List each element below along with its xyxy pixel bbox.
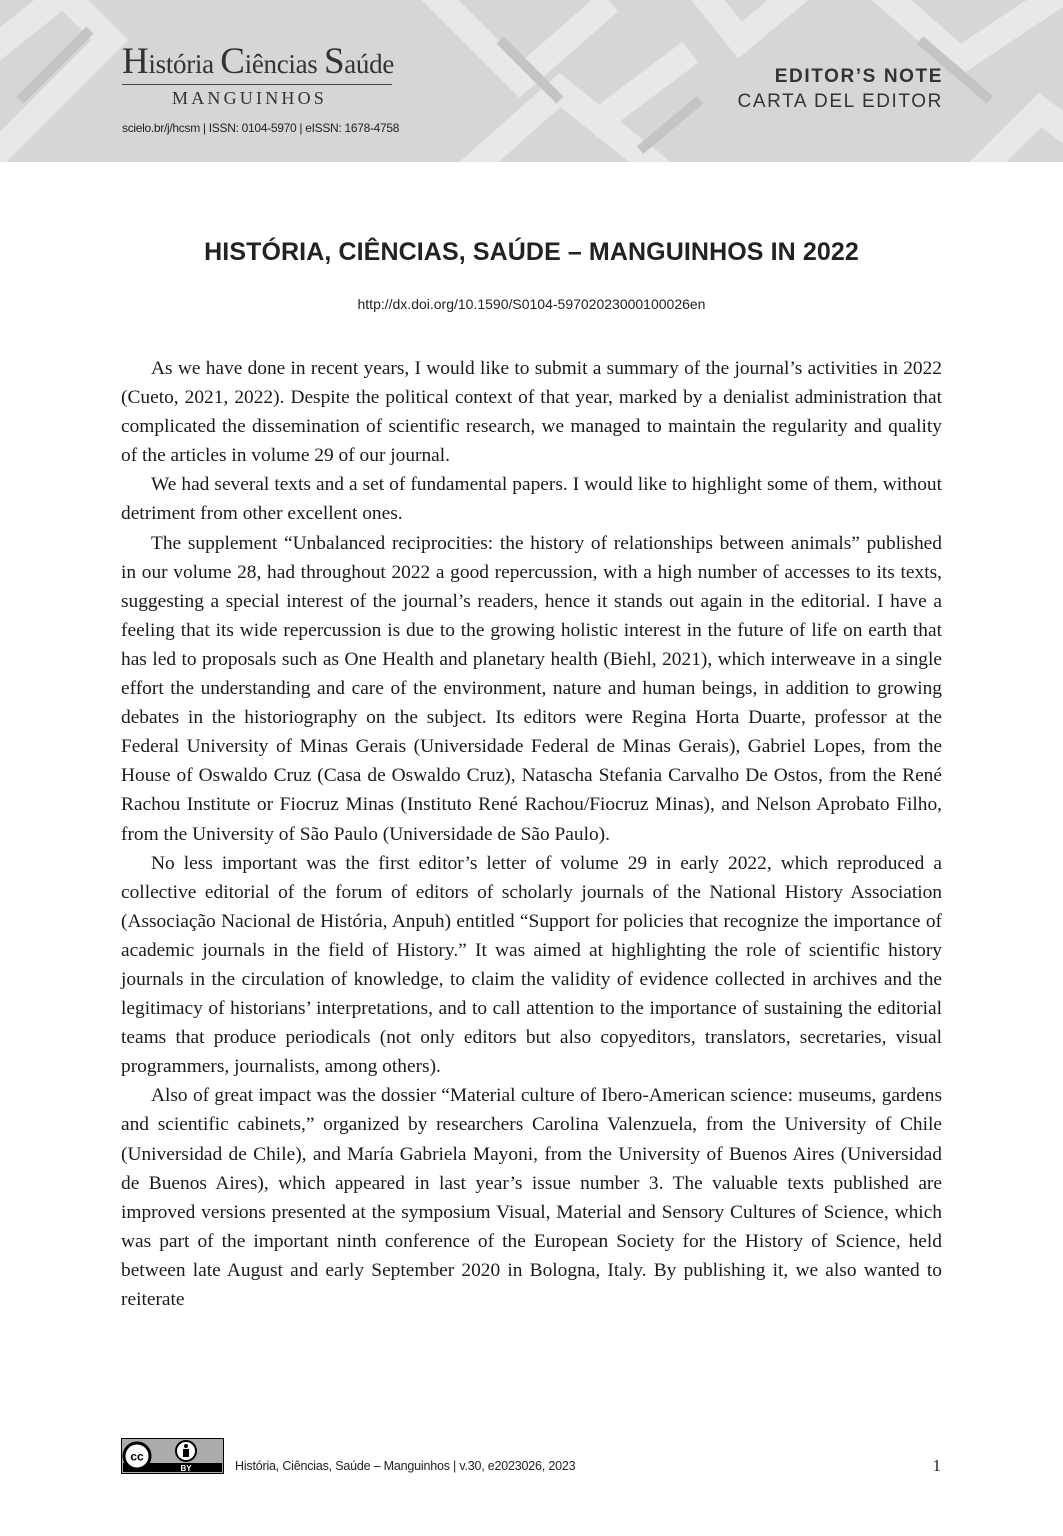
- logo-divider: [122, 84, 392, 85]
- header-banner: [0, 0, 1063, 162]
- section-label-es: CARTA DEL EDITOR: [737, 91, 943, 112]
- logo-word-ciencias: iências: [244, 49, 324, 79]
- cc-by-license-badge[interactable]: [121, 1438, 224, 1474]
- body-paragraph: The supplement “Unbalanced reciprocities: the history of relationships between animals” published in our volume 28, had throughout 2022 a good repercussion, with a high number of accesses to its texts, suggesting a special interest of the journal’s readers, hence it stands out again in the editorial. I have a feeling that its wide repercussion is due to the growing holistic interest in the future of life on earth that has led to proposals such as One Health and planetary health (Biehl, 2021), which interweave in a single effort the understanding and care of the environment, nature and human beings, in addition to growing debates in the historiography on the subject. Its editors were Regina Horta Duarte, professor at the Federal University of Minas Gerais (Universidade Federal de Minas Gerais), Gabriel Lopes, from the House of Oswaldo Cruz (Casa de Oswaldo Cruz), Natascha Stefania Carvalho De Ostos, from the René Rachou Institute or Fiocruz Minas (Instituto René Rachou/Fiocruz Minas), and Nelson Aprobato Filho, from the University of São Paulo (Universidade de São Paulo).: [121, 532, 942, 845]
- footer-citation: História, Ciências, Saúde – Manguinhos | v.30, e2023026, 2023: [235, 1459, 576, 1473]
- article-title: HISTÓRIA, CIÊNCIAS, SAÚDE – MANGUINHOS IN 2022: [204, 238, 859, 266]
- issn-line: scielo.br/j/hcsm | ISSN: 0104-5970 | eISSN: 1678-4758: [122, 121, 400, 135]
- journal-logo: [122, 40, 412, 109]
- by-label: BY: [180, 1464, 192, 1473]
- logo-word-saude: aúde: [344, 49, 395, 79]
- logo-title: [122, 40, 412, 83]
- body-paragraph: As we have done in recent years, I would like to submit a summary of the journal’s activities in 2022 (Cueto, 2021, 2022). Despite the political context of that year, marked by a denialist administration that complicated the dissemination of scientific research, we managed to maintain the regularity and quality of the articles in volume 29 of our journal.: [121, 358, 942, 467]
- logo-cap-c: C: [220, 41, 245, 82]
- section-label-en: EDITOR’S NOTE: [774, 66, 943, 87]
- body-paragraph: We had several texts and a set of fundamental papers. I would like to highlight some of them, without detriment from other excellent ones.: [121, 474, 942, 525]
- logo-subtitle: MANGUINHOS: [172, 88, 328, 108]
- cc-icon-text: cc: [130, 1449, 144, 1464]
- article-body: [121, 354, 942, 1314]
- section-type: [738, 66, 943, 113]
- page-number: 1: [932, 1456, 941, 1475]
- logo-cap-s: S: [323, 41, 345, 82]
- logo-cap-h: H: [122, 41, 149, 82]
- logo-word-historia: istória: [148, 49, 221, 79]
- doi-link[interactable]: http://dx.doi.org/10.1590/S0104-59702023000100026en: [357, 296, 706, 312]
- body-paragraph: No less important was the first editor’s letter of volume 29 in early 2022, which reproduced a collective editorial of the forum of editors of scholarly journals of the National History Association (Associação Nacional de História, Anpuh) entitled “Support for policies that recognize the importance of academic journals in the field of History.” It was aimed at highlighting the role of scientific history journals in the circulation of knowledge, to claim the validity of evidence collected in archives and the legitimacy of historians’ interpretations, and to call attention to the importance of sustaining the editorial teams that produce periodicals (not only editors but also copyeditors, translators, secretaries, visual programmers, journalists, among others).: [121, 852, 942, 1078]
- body-paragraph: Also of great impact was the dossier “Material culture of Ibero-American science: museums, gardens and scientific cabinets,” organized by researchers Carolina Valenzuela, from the University of Chile (Universidad de Chile), and María Gabriela Mayoni, from the University of Buenos Aires (Universidad de Buenos Aires), which appeared in last year’s issue number 3. The valuable texts published are improved versions presented at the symposium Visual, Material and Sensory Cultures of Science, which was part of the important ninth conference of the European Society for the History of Science, held between late August and early September 2020 in Bologna, Italy. By publishing it, we also wanted to reiterate: [121, 1085, 942, 1310]
